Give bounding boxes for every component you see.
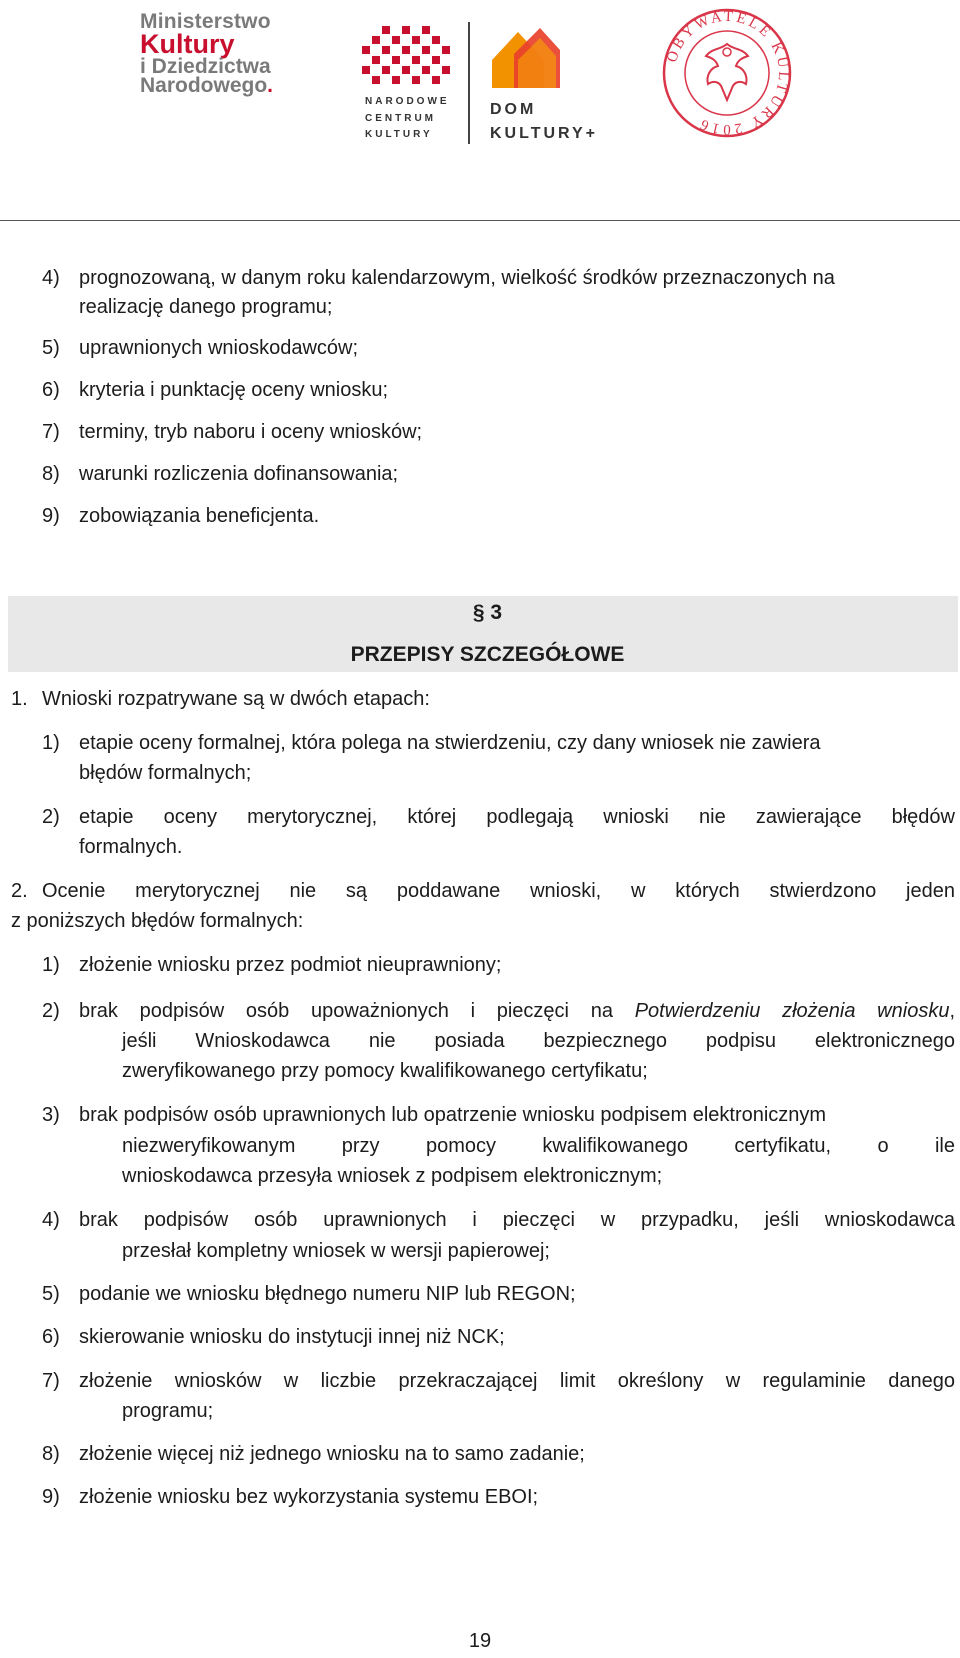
obywatele-kultury-seal-icon — [660, 6, 794, 140]
dk-logo-text: DOM KULTURY+ — [490, 101, 598, 142]
page-number: 19 — [468, 1630, 492, 1652]
page-header — [0, 0, 960, 221]
ministry-logo: Ministerstwo Kultury i Dziedzictwa Narodowego. — [140, 10, 274, 98]
section-title: PRZEPISY SZCZEGÓŁOWE — [350, 643, 625, 666]
logo-divider — [468, 22, 470, 144]
svg-text:OBYWATELE KULTURY 2016: OBYWATELE KULTURY 2016 — [664, 8, 792, 138]
nck-grid-icon — [360, 26, 460, 90]
section-number: § 3 — [472, 601, 503, 624]
nck-logo-text: NARODOWE CENTRUM KULTURY — [365, 96, 450, 140]
house-icon — [484, 24, 564, 94]
